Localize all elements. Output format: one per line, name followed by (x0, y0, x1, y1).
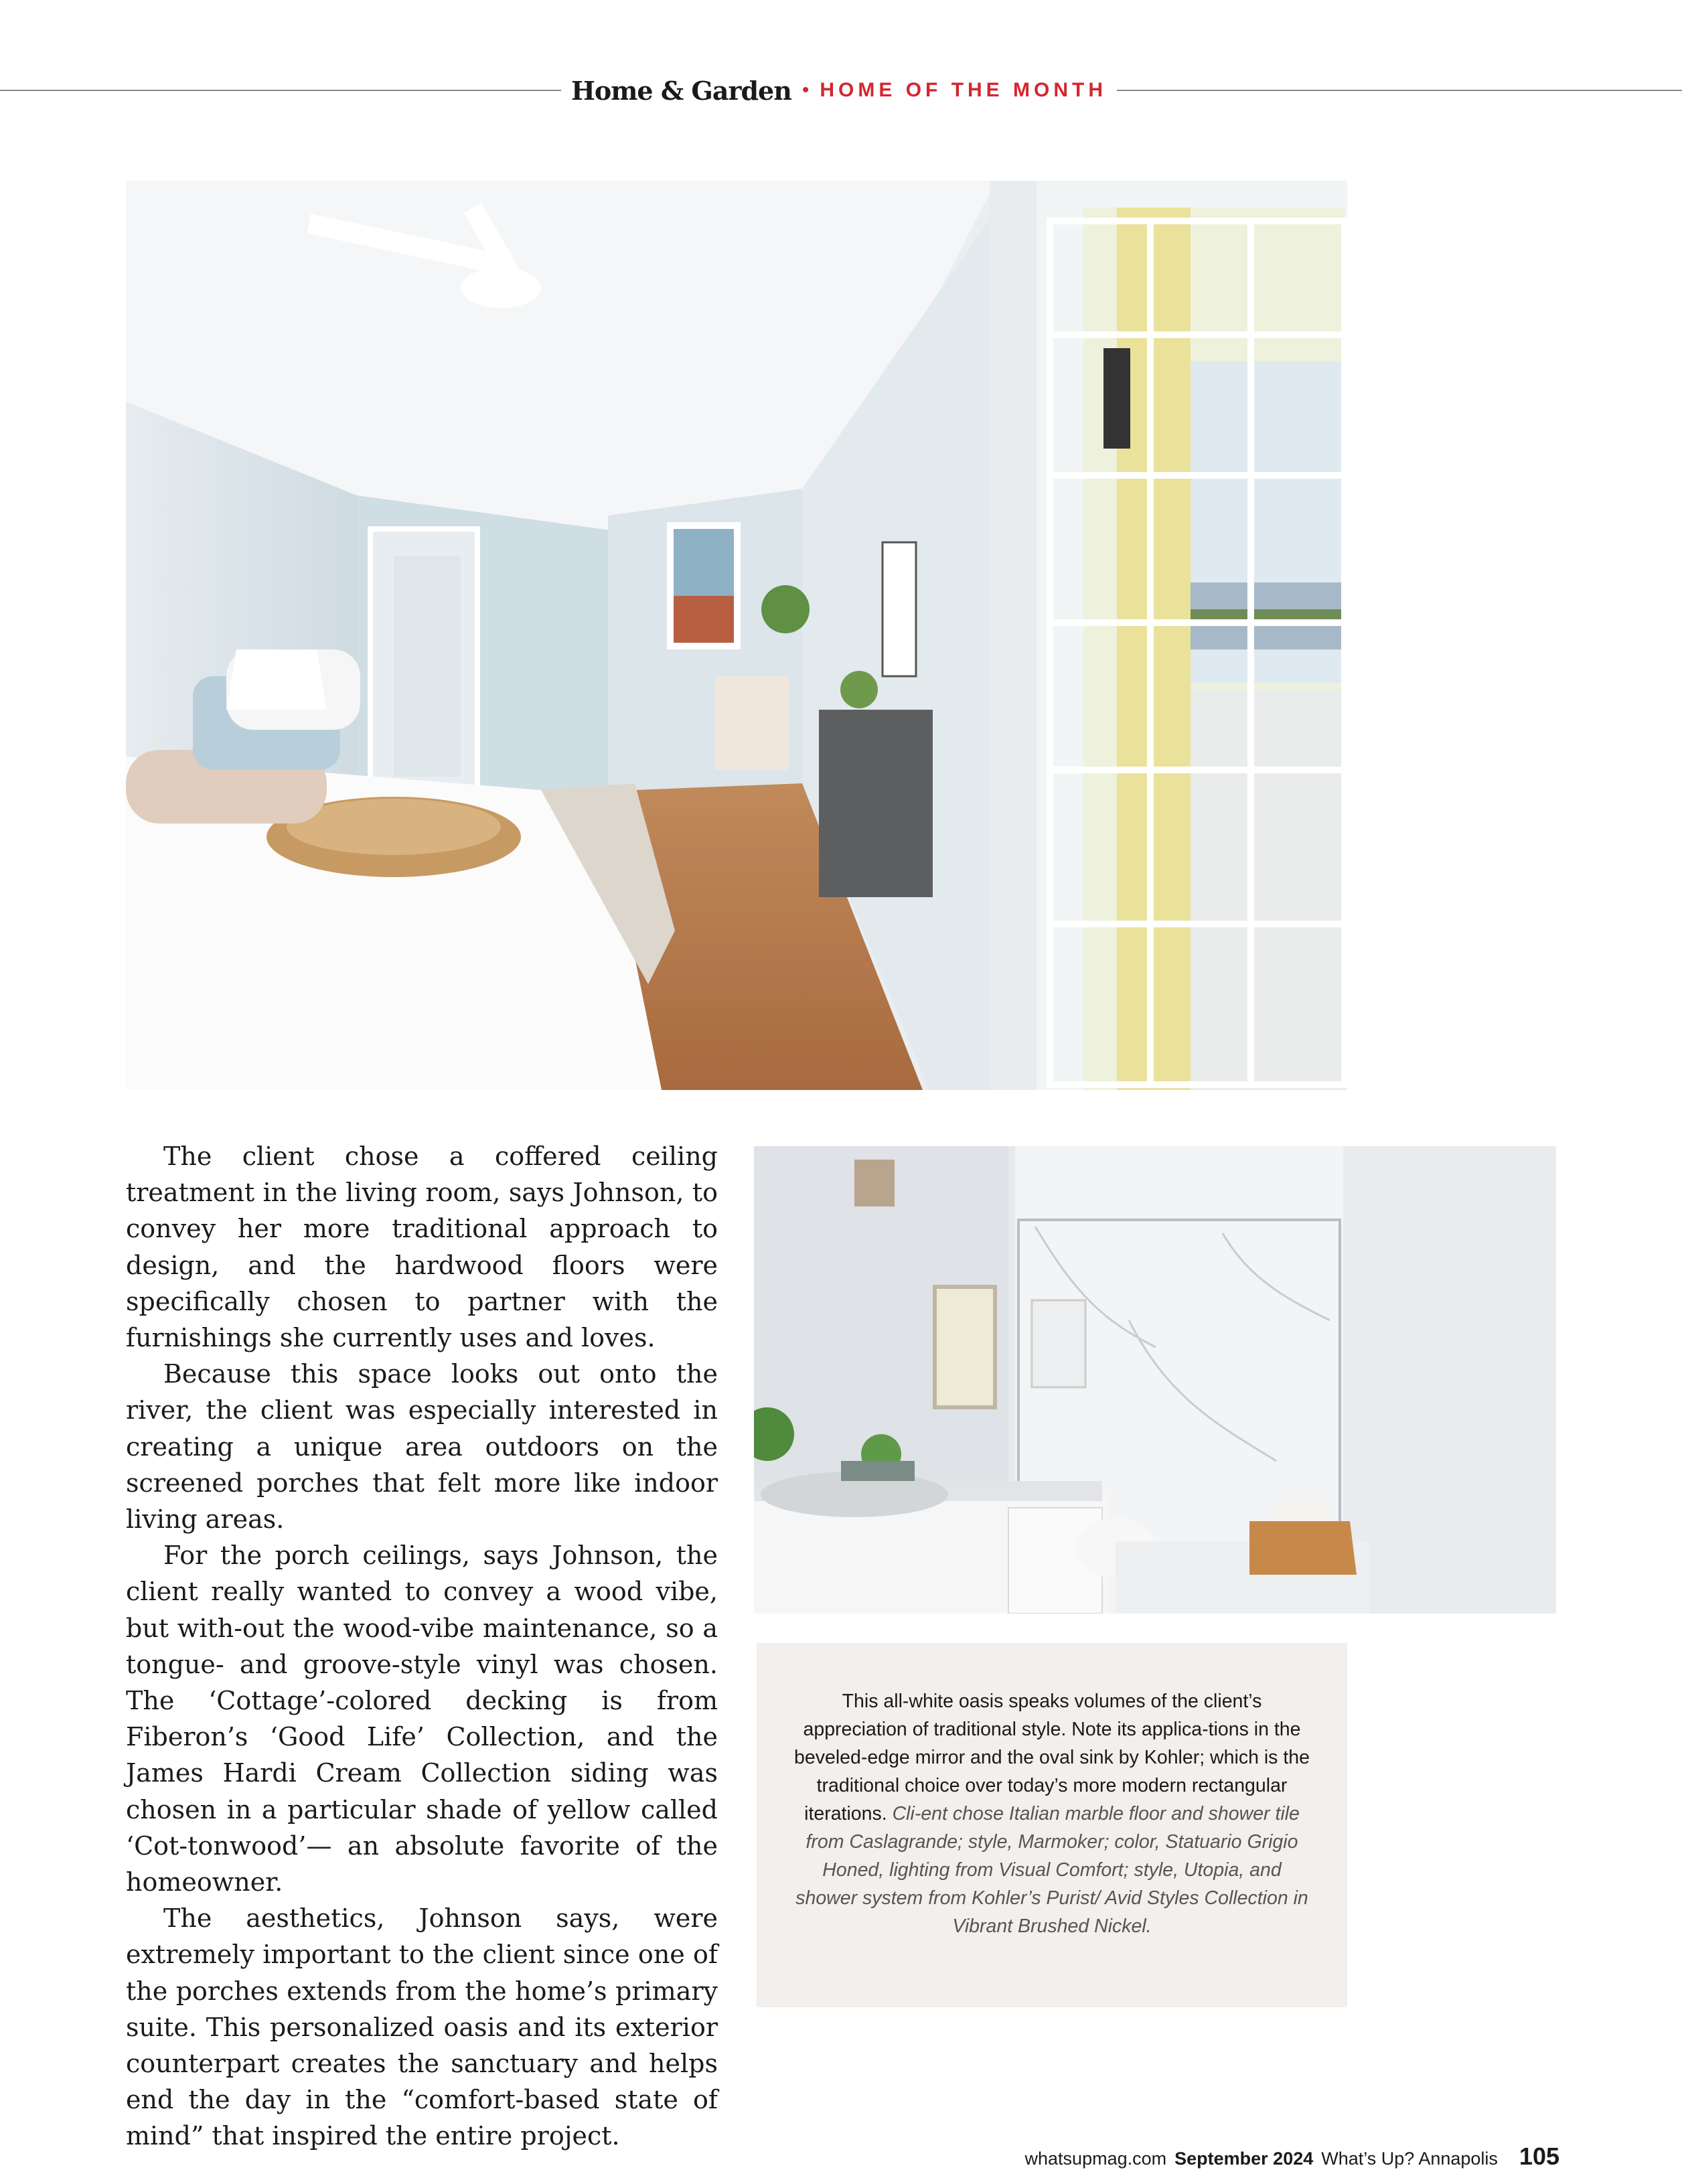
caption-text: This all-white oasis speaks volumes of the client’s appreciation of traditional style. Note its applica-tions in the beveled-edge mirror and the oval sink by Kohler; which is the traditional choice over today’s more modern rectangular iterations. (794, 1691, 1310, 1824)
article-paragraph: For the porch ceilings, says Johnson, the client really wanted to convey a wood vibe, but with-out the wood-vibe maintenance, so a tongue- and groove-style vinyl was chosen. The ‘Cottage’-colored decking is from Fiberon’s ‘Good Life’ Collection, and the James Hardi Cream Collection siding was chosen in a particular shade of yellow called ‘Cot-tonwood’— an absolute favorite of the homeowner. (126, 1541, 718, 1897)
footer-site: whatsupmag.com (1024, 2149, 1167, 2169)
header-separator: • (801, 79, 810, 101)
article-paragraph: The aesthetics, Johnson says, were extremely important to the client since one of the porches extends from the home’s primary suite. This personalized oasis and its exterior counterpart creates the sanctuary and helps end the day in the “comfort-based state of mind” that inspired the entire project. (126, 1903, 718, 2151)
photo-caption (757, 1643, 1347, 2007)
page-footer (1025, 2142, 1559, 2171)
section-title: HOME OF THE MONTH (820, 79, 1107, 101)
footer-date: September 2024 (1174, 2149, 1314, 2169)
section-brand: Home & Garden (570, 75, 791, 106)
bathroom-photo (754, 1146, 1556, 1614)
header-rule-left (0, 90, 561, 91)
article-paragraph: The client chose a coffered ceiling treatment in the living room, says Johnson, to convey her more traditional approach to design, and the hardwood floors were specifically chosen to partner with the furnishings she currently uses and loves. (126, 1142, 718, 1353)
caption-credit: Cli-ent chose Italian marble floor and shower tile from Caslagrande; style, Marmoker; color, Statuario Grigio Honed, lighting from Visual Comfort; style, Utopia, and shower system from Kohler’s Purist/ Avid Styles Collection in Vibrant Brushed Nickel. (795, 1803, 1308, 1937)
bedroom-photo (126, 181, 1347, 1090)
page-number: 105 (1519, 2142, 1559, 2170)
header-rule-right (1117, 90, 1682, 91)
article-paragraph: Because this space looks out onto the river, the client was especially interested in creating a unique area outdoors on the screened porches that felt more like indoor living areas. (126, 1359, 718, 1535)
article-body (126, 1138, 718, 2155)
running-header (561, 67, 1117, 114)
footer-publication: What’s Up? Annapolis (1321, 2149, 1498, 2169)
